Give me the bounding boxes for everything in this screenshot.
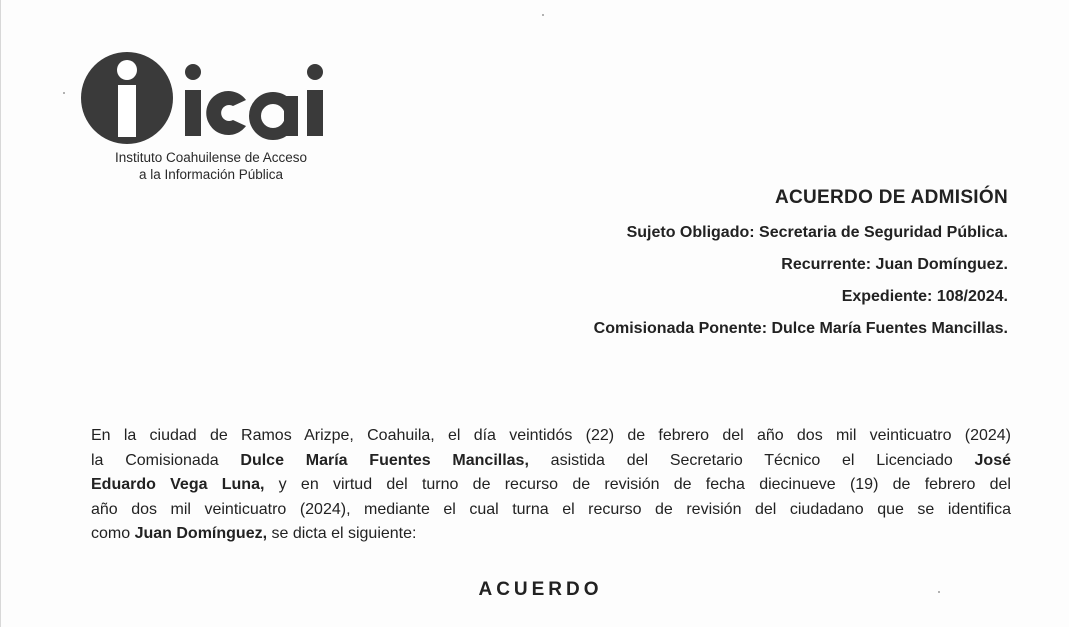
body-text-segment: asistida del Secretario Técnico el Licenciado: [528, 451, 975, 469]
body-text-segment: se dicta el siguiente:: [267, 525, 417, 542]
comisionada-ponente: Comisionada Ponente: Dulce María Fuentes Mancillas.: [593, 320, 1008, 337]
logo-caption-line2: a la Información Pública: [138, 167, 284, 182]
body-line-3: [91, 473, 1011, 498]
body-text-segment: año dos mil veinticuatro (2024), mediante el cual turna el recurso de revisión del ciudadano que se identifica: [91, 500, 1011, 518]
body-text-segment: como: [91, 525, 135, 542]
secretary-name-part: Eduardo Vega Luna,: [91, 476, 265, 493]
scan-speck: [63, 92, 65, 94]
logo-caption-line1: Instituto Coahuilense de Acceso: [114, 150, 308, 165]
document-title: ACUERDO DE ADMISIÓN: [774, 187, 1008, 208]
body-text-segment: En la ciudad de Ramos Arizpe, Coahuila, el día veintidós (22) de febrero del año dos mil veinticuatro (2024): [91, 427, 1011, 444]
sujeto-obligado: Sujeto Obligado: Secretaria de Seguridad Pública.: [626, 224, 1008, 241]
scan-speck: [938, 591, 940, 593]
expediente: Expediente: 108/2024.: [841, 288, 1008, 305]
body-line-1: [91, 424, 1011, 449]
body-paragraph: [91, 424, 1011, 547]
body-text-segment: la Comisionada: [91, 451, 241, 469]
logo-caption: [81, 149, 341, 183]
case-header: [594, 187, 1008, 351]
body-line-4: [91, 498, 1011, 523]
icai-logo: [81, 52, 341, 187]
recurrente: Recurrente: Juan Domínguez.: [781, 256, 1008, 273]
body-line-2: [91, 449, 1011, 474]
commissioner-name: Dulce María Fuentes Mancillas,: [240, 451, 529, 469]
applicant-name: Juan Domínguez,: [134, 525, 268, 542]
secretary-name-part: José: [974, 451, 1011, 469]
icai-logo-mark: [81, 52, 341, 144]
body-line-5: [91, 522, 1011, 547]
section-heading: ACUERDO: [478, 579, 603, 600]
scan-speck: [542, 14, 544, 16]
body-text-segment: y en virtud del turno de recurso de revisión de fecha diecinueve (19) de febrero del: [264, 476, 1011, 493]
